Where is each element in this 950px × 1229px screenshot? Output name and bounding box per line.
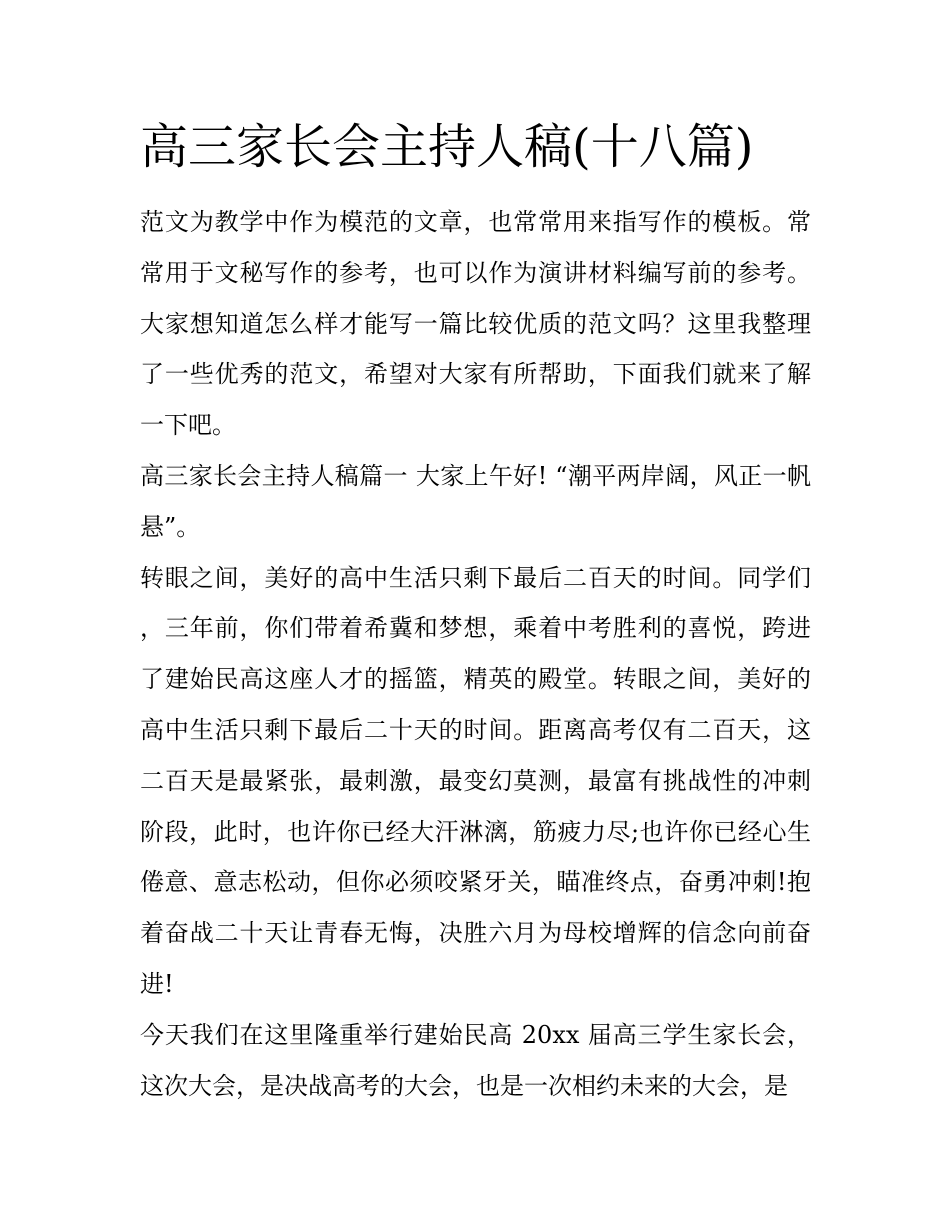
paragraph-greeting: 高三家长会主持人稿篇一 大家上午好! “潮平两岸阔，风正一帆悬”。	[140, 461, 811, 541]
paragraph-intro: 范文为教学中作为模范的文章，也常常用来指写作的模板。常常用于文秘写作的参考，也可以作为演讲材料编写前的参考。大家想知道怎么样才能写一篇比较优质的范文吗？这里我整理了一些优秀的范文，希望对大家有所帮助，下面我们就来了解一下吧。	[140, 208, 811, 440]
paragraph-countdown: 转眼之间，美好的高中生活只剩下最后二百天的时间。同学们，三年前，你们带着希冀和梦想，乘着中考胜利的喜悦，跨进了建始民高这座人才的摇篮，精英的殿堂。转眼之间，美好的高中生活只剩下最后二十天的时间。距离高考仅有二百天，这二百天是最紧张，最刺激，最变幻莫测，最富有挑战性的冲刺阶段，此时，也许你已经大汗淋漓，筋疲力尽;也许你已经心生倦意、意志松动，但你必须咬紧牙关，瞄准终点，奋勇冲刺!抱着奋战二十天让青春无悔，决胜六月为母校增辉的信念向前奋进!	[140, 563, 811, 998]
paragraph-meeting: 今天我们在这里隆重举行建始民高 20xx 届高三学生家长会，这次大会，是决战高考的大会，也是一次相约未来的大会，是	[140, 1020, 811, 1100]
document-title: 高三家长会主持人稿(十八篇)	[140, 119, 754, 175]
document-body	[140, 197, 811, 1111]
